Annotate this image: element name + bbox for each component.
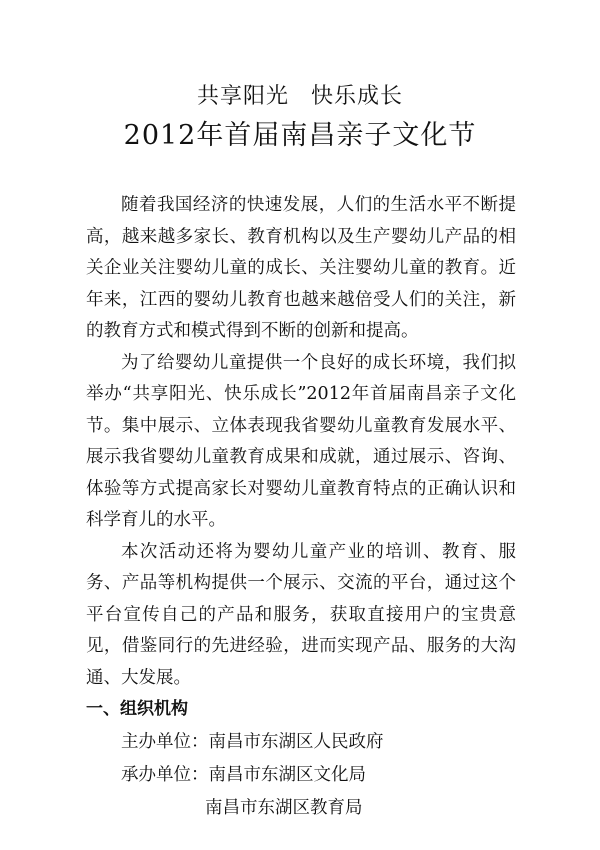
- subtitle-part-2: 快乐成长: [311, 84, 404, 109]
- organizer-line: 主办单位：南昌市东湖区人民政府: [121, 731, 384, 752]
- section-heading-organization: 一、组织机构: [86, 699, 188, 719]
- paragraph-3: 本次活动还将为婴幼儿童产业的培训、教育、服务、产品等机构提供一个展示、交流的平台，通过这个平台宣传自己的产品和服务，获取直接用户的宝贵意见，借鉴同行的先进经验，进而实现产品、服务的大沟通、大发展。: [86, 541, 516, 688]
- paragraph-1: 随着我国经济的快速发展，人们的生活水平不断提高，越来越多家长、教育机构以及生产婴幼儿产品的相关企业关注婴幼儿童的成长、关注婴幼儿童的教育。近年来，江西的婴幼儿教育也越来越倍受人们的关注，新的教育方式和模式得到不断的创新和提高。: [86, 195, 516, 341]
- subtitle-part-1: 共享阳光: [196, 84, 289, 109]
- paragraph-2: 为了给婴幼儿童提供一个良好的成长环境，我们拟举办“共享阳光、快乐成长”2012年首届南昌亲子文化节。集中展示、立体表现我省婴幼儿童教育发展水平、展示我省婴幼儿童教育成果和成就，通过展示、咨询、体验等方式提高家长对婴幼儿童教育特点的正确认识和科学育儿的水平。: [86, 352, 516, 530]
- document-subtitle: [0, 82, 600, 112]
- co-organizer-line-2: 南昌市东湖区教育局: [205, 797, 363, 818]
- document-title: 2012年首届南昌亲子文化节: [123, 120, 477, 151]
- document-body: [86, 190, 516, 825]
- co-organizer-line: 承办单位：南昌市东湖区文化局: [121, 764, 366, 785]
